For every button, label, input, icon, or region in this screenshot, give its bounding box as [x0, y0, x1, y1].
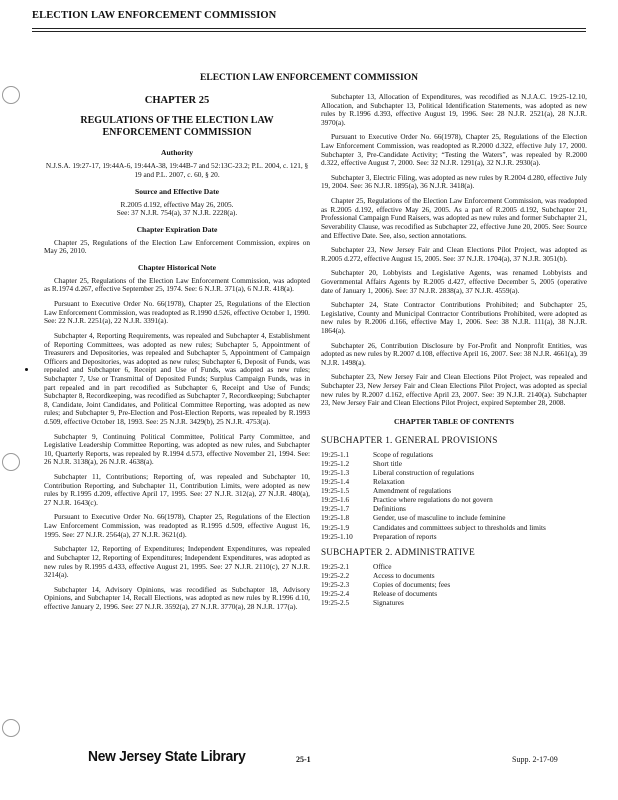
toc-entry — [321, 486, 587, 495]
toc-entry — [321, 450, 587, 459]
toc-section-title: Release of documents — [373, 588, 438, 598]
toc-section-title: Amendment of regulations — [373, 486, 452, 496]
toc-section-title: Practice where regulations do not govern — [373, 495, 493, 505]
running-head: ELECTION LAW ENFORCEMENT COMMISSION — [32, 10, 277, 21]
toc-section-number: 19:25-1.2 — [321, 458, 350, 468]
page-number: 25-1 — [296, 755, 311, 764]
toc-section-number: 19:25-2.1 — [321, 561, 350, 571]
toc-section-number: 19:25-1.3 — [321, 467, 350, 477]
historical-paragraph: Pursuant to Executive Order No. 66(1978), Chapter 25, Regulations of the Election Law Enforcement Commission, was readopted as R.2000 d.322, effective July 17, 2000. Subchapter 3, Pre-Candidate Activity; “Testing the Waters”, was repealed by R.2000 d.322, effective August 7, 2000. See: 32 N.J.R. 1291(a), 32 N.J.R. 2930(a). — [321, 132, 587, 168]
historical-paragraph: Subchapter 4, Reporting Requirements, was repealed and Subchapter 4, Establishment of Reporting Committees, was adopted as new rules; Subchapter 5, Appointment of Treasurers and Depositories, was repealed and Subchapter 5, Appointment of Campaign Officers and Depositories, was adopted as new rules; Subchapter 6, Deposit of Funds, was repealed and Subchapter 6, Receipt and Use of Funds, was adopted as new rules; Subchapter 7, Use or Transmittal of Deposited Funds; Surplus Campaign Funds, was in part repealed and in part recodified as Subchapter 6, Receipt and Use of Funds; Subchapter 8, Recordkeeping, was recodified as Subchapter 7, Recordkeeping; Subchapter 8, Candidate, Joint Candidates, and Political Committee Reporting, was adopted as new rules; and Subchapter 9, Pre-Election and Post-Election Reports, was repealed by R.1993 d.509, effective October 18, 1993. See: 25 N.J.R. 3429(b), 25 N.J.R. 4753(a). — [44, 330, 310, 426]
toc-entry — [321, 504, 587, 513]
toc-section-number: 19:25-1.4 — [321, 477, 350, 487]
subchapter-title: SUBCHAPTER 2. ADMINISTRATIVE — [321, 546, 475, 557]
expiration-heading: Chapter Expiration Date — [136, 224, 218, 234]
regulations-title-line: REGULATIONS OF THE ELECTION LAW — [80, 115, 274, 127]
historical-paragraph: Subchapter 12, Reporting of Expenditures; Independent Expenditures, was repealed and Subchapter 12, Reporting of Expenditures; Independent Expenditures, was adopted as new rules by R.1995 d.433, effective August 21, 1995. See: 27 N.J.R. 2110(c), 27 N.J.R. 3214(a). — [44, 544, 310, 580]
toc-heading: CHAPTER TABLE OF CONTENTS — [394, 416, 514, 426]
subchapter-title: SUBCHAPTER 1. GENERAL PROVISIONS — [321, 434, 498, 445]
toc-section-title: Preparation of reports — [373, 531, 437, 541]
toc-section-title: Definitions — [373, 504, 406, 514]
toc-section-number: 19:25-2.4 — [321, 588, 350, 598]
toc-section-title: Office — [373, 561, 392, 571]
source-line: See: 37 N.J.R. 754(a), 37 N.J.R. 2228(a). — [116, 208, 238, 218]
punch-hole — [2, 86, 20, 104]
historical-paragraph: Subchapter 20, Lobbyists and Legislative Agents, was renamed Lobbyists and Governmental Affairs Agents by R.2005 d.427, effective December 5, 2005 (operative date of January 1, 2006). See: 37 N.J.R. 2838(a), 37 N.J.R. 4559(a). — [321, 268, 587, 295]
historical-paragraph: Subchapter 14, Advisory Opinions, was recodified as Subchapter 18, Advisory Opinions, and Subchapter 14, Recall Elections, was adopted as new rules by R.1996 d.10, effective January 2, 1996. See: 27 N.J.R. 3592(a), 27 N.J.R. 3770(a), 28 N.J.R. 177(a). — [44, 584, 310, 611]
historical-paragraph: Pursuant to Executive Order No. 66(1978), Chapter 25, Regulations of the Election Law Enforcement Commission, was readopted as R.1995 d.509, effective August 16, 1995. See: 27 N.J.R. 2564(a), 27 N.J.R. 3621(d). — [44, 512, 310, 539]
toc-section-number: 19:25-2.2 — [321, 570, 350, 580]
historical-paragraph: Subchapter 26, Contribution Disclosure by For-Profit and Nonprofit Entities, was adopted as new rules by R.2007 d.108, effective April 16, 2007. See: 38 N.J.R. 4661(a), 39 N.J.R. 1498(a). — [321, 340, 587, 367]
toc-section-number: 19:25-1.1 — [321, 449, 350, 459]
toc-section-title: Signatures — [373, 598, 404, 608]
source-line: R.2005 d.192, effective May 26, 2005. — [120, 199, 234, 209]
commission-heading: ELECTION LAW ENFORCEMENT COMMISSION — [200, 73, 418, 83]
header-rule — [32, 28, 586, 29]
toc-section-number: 19:25-1.5 — [321, 486, 350, 496]
toc-section-number: 19:25-1.8 — [321, 513, 350, 523]
toc-section-number: 19:25-1.9 — [321, 522, 350, 532]
toc-entry — [321, 459, 587, 468]
historical-paragraph: Subchapter 13, Allocation of Expenditures, was recodified as N.J.A.C. 19:25-12.10, Allocation, and Subchapter 13, Political Identification Statements, was adopted as new rules by R.1996 d.393, effective August 19, 1996. See: 28 N.J.R. 2521(a), 28 N.J.R. 3970(a). — [321, 92, 587, 127]
historical-paragraph: Subchapter 9, Continuing Political Committee, Political Party Committee, and Legislative Leadership Committee Reporting, was adopted as new rules, and Subchapter 10, Quarterly Reports, was repealed by R.1994 d.573, effective November 21, 1994. See: 26 N.J.R. 3138(a), 26 N.J.R. 4638(a). — [44, 431, 310, 467]
historical-paragraph: Pursuant to Executive Order No. 66(1978), Chapter 25, Regulations of the Election Law Enforcement Commission, was readopted as R.1990 d.526, effective October 1, 1990. See: 22 N.J.R. 2251(a), 22 N.J.R. 3391(a). — [44, 299, 310, 326]
authority-text: N.J.S.A. 19:27-17, 19:44A-6, 19:44A-38, 19:44B-7 and 52:13C-23.2; P.L. 2004, c. 121, § 19 and P.L. 2007, c. 60, § 20. — [45, 161, 309, 179]
punch-hole — [2, 719, 20, 737]
chapter-title: CHAPTER 25 — [144, 95, 210, 106]
historical-paragraph: Chapter 25, Regulations of the Election Law Enforcement Commission, was readopted as R.2005 d.192, effective May 26, 2005. As a part of R.2005 d.192, Subchapter 21, Professional Campaign Fund Raisers, was adopted as new rules and former Subchapter 21, Severability Clause, was recodified as Subchapter 22, effective June 20, 2005. See: Source and Effective Date. See, also, section annotations. — [321, 196, 587, 240]
toc-section-title: Candidates and committees subject to thresholds and limits — [373, 522, 546, 532]
toc-entry — [321, 523, 587, 532]
toc-entry — [321, 589, 587, 598]
historical-note-heading: Chapter Historical Note — [138, 262, 216, 272]
toc-section-title: Copies of documents; fees — [373, 579, 451, 589]
toc-section-title: Access to documents — [373, 570, 435, 580]
authority-heading: Authority — [160, 148, 194, 158]
toc-entry — [321, 468, 587, 477]
historical-paragraph: Subchapter 23, New Jersey Fair and Clean Elections Pilot Project, was repealed and Subchapter 23, New Jersey Fair and Clean Elections Pilot Project, was adopted as special new rules by R.2007 d.162, effective April 23, 2007. See: 39 N.J.R. 2140(a). Subchapter 23, New Jersey Fair and Clean Elections Pilot Project, expired September 28, 2008. — [321, 372, 587, 408]
historical-paragraph: Subchapter 23, New Jersey Fair and Clean Elections Pilot Project, was adopted as R.2005 d.272, effective August 15, 2005. See: 37 N.J.R. 1704(a), 37 N.J.R. 3051(b). — [321, 245, 587, 263]
historical-paragraph: Subchapter 24, State Contractor Contributions Prohibited; and Subchapter 25, Legislative, County and Municipal Contractor Contributions Prohibited, were adopted as new rules by R.2006 d.166, effective May 1, 2006. See: 38 N.J.R. 111(a), 38 N.J.R. 1864(a). — [321, 300, 587, 336]
toc-section-number: 19:25-1.10 — [321, 531, 353, 541]
toc-entry — [321, 598, 587, 607]
toc-section-number: 19:25-1.6 — [321, 495, 350, 505]
toc-entry — [321, 562, 587, 571]
header-rule-thin — [32, 31, 586, 32]
toc-entry — [321, 495, 587, 504]
toc-entry — [321, 580, 587, 589]
toc-entry — [321, 513, 587, 522]
left-column — [44, 93, 310, 618]
historical-paragraph: Subchapter 11, Contributions; Reporting of, was repealed and Subchapter 10, Contribution Reporting, and Subchapter 11, Contribution Limits, were adopted as new rules by R.1995 d.209, effective April 17, 1995. See: 27 N.J.R. 312(a), 27 N.J.R. 480(a), 27 N.J.R. 1643(c). — [44, 472, 310, 507]
toc-entry — [321, 571, 587, 580]
regulations-title-line: ENFORCEMENT COMMISSION — [102, 127, 252, 139]
punch-hole — [2, 453, 20, 471]
toc-section-title: Short title — [373, 458, 402, 468]
historical-paragraph: Chapter 25, Regulations of the Election Law Enforcement Commission, was adopted as R.1974 d.267, effective September 25, 1974. See: 6 N.J.R. 371(a), 6 N.J.R. 418(a). — [44, 275, 310, 294]
supplement-date: Supp. 2-17-09 — [512, 755, 558, 764]
toc-section-number: 19:25-1.7 — [321, 504, 350, 514]
historical-paragraph: Subchapter 3, Electric Filing, was adopted as new rules by R.2004 d.280, effective July 19, 2004. See: 36 N.J.R. 1895(a), 36 N.J.R. 3418(a). — [321, 172, 587, 191]
expiration-text: Chapter 25, Regulations of the Election Law Enforcement Commission, expires on May 26, 2010. — [44, 237, 310, 256]
source-heading: Source and Effective Date — [134, 186, 219, 196]
toc-section-title: Gender, use of masculine to include feminine — [373, 513, 506, 523]
toc-section-title: Scope of regulations — [373, 449, 433, 459]
toc-entry — [321, 477, 587, 486]
toc-section-number: 19:25-2.5 — [321, 598, 350, 608]
table-of-contents — [321, 435, 587, 607]
toc-entry — [321, 532, 587, 541]
toc-section-title: Relaxation — [373, 477, 405, 487]
right-column — [321, 93, 587, 607]
toc-section-title: Liberal construction of regulations — [373, 467, 475, 477]
regulations-title — [44, 115, 310, 139]
library-stamp: New Jersey State Library — [88, 748, 246, 765]
margin-mark — [25, 368, 28, 371]
toc-section-number: 19:25-2.3 — [321, 579, 350, 589]
